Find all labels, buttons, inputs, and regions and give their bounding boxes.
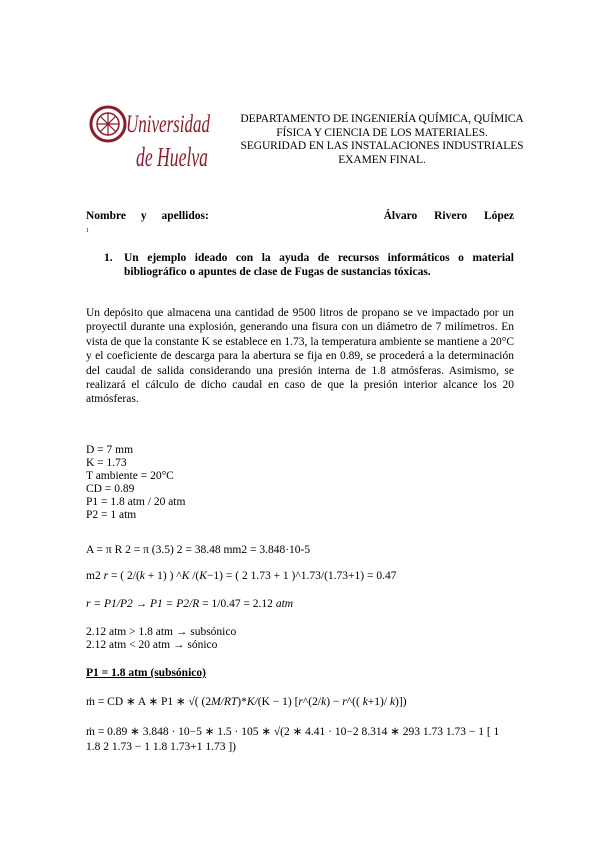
eq-part: ^(2/ [302, 696, 322, 708]
university-logo [86, 96, 210, 176]
eq-part: m2 [86, 570, 104, 582]
mass-flow-calculation: ṁ = 0.89 ∗ 3.848 · 10−5 ∗ 1.5 · 105 ∗ √(2 ∗ 4.41 · 10−2 8.314 ∗ 293 1.73 1.73 − 1 [ 1 1.8 2 1.73 − 1 1.8 1.73+1 1.73 ]) [86, 726, 500, 753]
eq-part: K/ [246, 696, 258, 708]
comparison-line: 2.12 atm > 1.8 atm → subsónico [86, 626, 237, 638]
eq-part: (K − 1) [ [257, 696, 299, 708]
eq-part: ) − [326, 696, 343, 708]
name-label: Nombre y apellidos: [86, 210, 209, 222]
case-header: P1 = 1.8 atm (subsónico) [86, 667, 206, 679]
eq-part: + 1) ) ^ [144, 570, 182, 582]
eq-part: )]) [395, 696, 407, 708]
eq-part: K [199, 570, 207, 582]
question-number: 1. [104, 252, 113, 264]
given-item: P2 = 1 atm [86, 509, 137, 521]
eq-part: r [342, 696, 347, 708]
comparison-line: 2.12 atm < 20 atm → sónico [86, 639, 218, 651]
student-name-row [86, 210, 514, 226]
eq-part: atm [275, 598, 294, 610]
given-item: P1 = 1.8 atm / 20 atm [86, 496, 186, 508]
eq-part: ^(( [346, 696, 363, 708]
question-block [104, 251, 514, 279]
eq-part: ṁ = CD ∗ A ∗ P1 ∗ √( (2 [86, 696, 212, 708]
mass-flow-equation [86, 694, 407, 708]
question-text: Un ejemplo ideado con la ayuda de recursos informáticos o material bibliográfico o apuntes de clase de Fugas de sustancias tóxicas. [124, 252, 514, 278]
department-line: DEPARTAMENTO DE INGENIERÍA QUÍMICA, QUÍMICA [240, 113, 524, 125]
footnote-marker: 1 [86, 228, 89, 234]
given-item: CD = 0.89 [86, 483, 135, 495]
eq-part: k [321, 696, 327, 708]
eq-part: M/RT [211, 696, 238, 708]
eq-part: +1)/ [367, 696, 390, 708]
given-data [86, 444, 185, 522]
eq-part: r [103, 570, 109, 582]
department-header [224, 113, 540, 167]
given-item: T ambiente = 20°C [86, 470, 174, 482]
given-item: K = 1.73 [86, 457, 127, 469]
department-line: FÍSICA Y CIENCIA DE LOS MATERIALES. [276, 126, 488, 139]
department-line: EXAMEN FINAL. [338, 153, 426, 166]
regime-comparison [86, 626, 236, 652]
eq-part: k [389, 696, 396, 708]
name-value: Álvaro Rivero López [383, 210, 514, 222]
critical-ratio-equation [86, 570, 396, 582]
eq-part: r = P1/P2 → P1 = P2/R [86, 598, 200, 610]
logo-line1: Universidad [126, 111, 211, 138]
eq-part: K [181, 570, 190, 582]
eq-part: −1) = ( 2 1.73 + 1 )^1.73/(1.73+1) = 0.47 [206, 570, 397, 582]
eq-part: k [139, 570, 145, 582]
eq-part: = 1/0.47 = 2.12 [199, 598, 276, 610]
problem-statement: Un depósito que almacena una cantidad de 9500 litros de propano se ve impactado por un proyectil durante una explosión, generando una fisura con un diámetro de 7 milímetros. En vista de que la constante K se establece en 1.73, la temperatura ambiente se mantiene a 20°C y el coeficiente de descarga para la abertura se fija en 0.89, se procederá a la determinación del caudal de salida considerando una presión interna de 1.8 atmósferas. Asimismo, se realizará el cálculo de dicho caudal en caso de que la presión interior alcance los 20 atmósferas. [86, 307, 514, 406]
logo-line2: de Huelva [136, 142, 208, 172]
area-equation: A = π R 2 = π (3.5) 2 = 38.48 mm2 = 3.848·10-5 [86, 544, 311, 556]
ratio-equation [86, 598, 293, 610]
eq-part: r [298, 696, 303, 708]
eq-part: /( [189, 570, 200, 582]
given-item: D = 7 mm [86, 444, 134, 456]
seal-icon [91, 107, 125, 141]
eq-part: = ( 2/( [108, 570, 140, 582]
department-line: SEGURIDAD EN LAS INSTALACIONES INDUSTRIALES [240, 140, 524, 152]
eq-part: )* [237, 696, 247, 708]
eq-part: k [362, 696, 368, 708]
